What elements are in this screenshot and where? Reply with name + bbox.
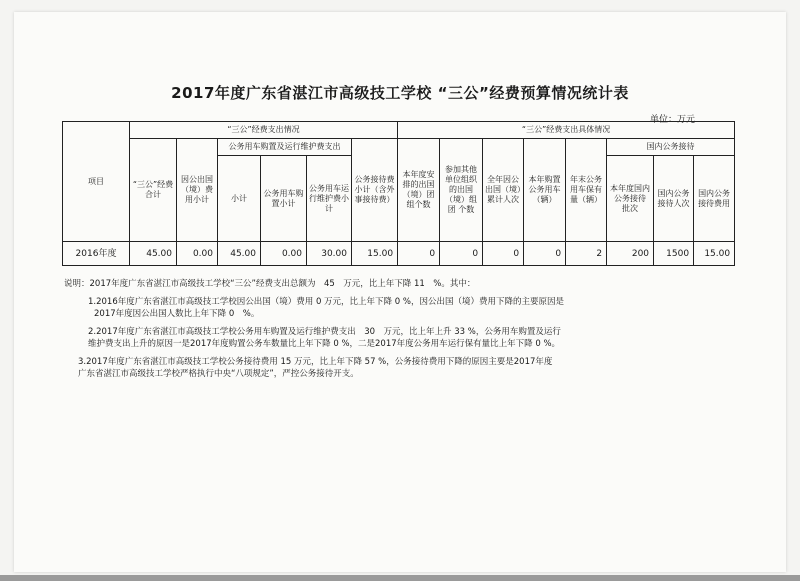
note-item-1-line-2: 2017年度因公出国人数比上年下降 0 %。 bbox=[94, 309, 260, 319]
cell-vehicle-purchase: 0.00 bbox=[261, 242, 307, 266]
header-item: 项目 bbox=[63, 122, 130, 242]
cell-abroad-groups: 0 bbox=[398, 242, 440, 266]
header-cars-bought: 本年购置公务用车（辆） bbox=[524, 139, 566, 242]
note-item-1-line-1: 1.2016年度广东省湛江市高级技工学校因公出国（境）费用 0 万元，比上年下降 0 %，因公出国（境）费用下降的主要原因是 bbox=[88, 297, 564, 307]
cell-other-groups: 0 bbox=[440, 242, 483, 266]
cell-domestic-cost: 15.00 bbox=[694, 242, 735, 266]
header-total: “三公”经费合计 bbox=[130, 139, 177, 242]
note-item-3-line-1: 3.2017年度广东省湛江市高级技工学校公务接待费用 15 万元，比上年下降 57 %，公务接待费用下降的原因主要是2017年度 bbox=[78, 357, 553, 367]
header-abroad: 因公出国（境）费用小计 bbox=[177, 139, 218, 242]
note-item-3-line-2: 广东省湛江市高级技工学校严格执行中央“八项规定”，严控公务接待开支。 bbox=[78, 369, 359, 379]
budget-table bbox=[62, 121, 735, 266]
document-title: 2017年度广东省湛江市高级技工学校 “三公”经费预算情况统计表 bbox=[171, 84, 629, 102]
cell-total: 45.00 bbox=[130, 242, 177, 266]
scan-edge bbox=[0, 575, 800, 581]
header-group-sangong: “三公”经费支出情况 bbox=[130, 122, 398, 139]
notes-intro: 说明：2017年度广东省湛江市高级技工学校“三公”经费支出总额为 45 万元，比上年下降 11 %。其中： bbox=[64, 279, 476, 289]
header-vehicle-running: 公务用车运行维护费小计 bbox=[307, 156, 352, 242]
header-domestic-cost: 国内公务接待费用 bbox=[694, 156, 735, 242]
cell-domestic-people: 1500 bbox=[654, 242, 694, 266]
header-domestic-group: 国内公务接待 bbox=[607, 139, 735, 156]
row-label: 2016年度 bbox=[63, 242, 130, 266]
header-vehicle-subtotal: 小计 bbox=[218, 156, 261, 242]
note-item-2-line-2: 维护费支出上升的原因一是2017年度购置公务车数量比上年下降 0 %，二是2017年度公务用车运行保有量比上年下降 0 %。 bbox=[88, 339, 561, 349]
header-reception: 公务接待费小计（含外事接待费） bbox=[352, 139, 398, 242]
cell-reception: 15.00 bbox=[352, 242, 398, 266]
cell-cars-year-end: 2 bbox=[566, 242, 607, 266]
header-other-groups: 参加其他单位组织的出国（境）组团 个数 bbox=[440, 139, 483, 242]
cell-abroad: 0.00 bbox=[177, 242, 218, 266]
cell-vehicle-subtotal: 45.00 bbox=[218, 242, 261, 266]
note-item-3 bbox=[64, 356, 744, 380]
note-item-2 bbox=[64, 326, 744, 350]
unit-label: 单位：万元 bbox=[650, 115, 696, 125]
header-abroad-groups: 本年度安排的出国（境）团组个数 bbox=[398, 139, 440, 242]
header-group-detail: “三公”经费支出具体情况 bbox=[398, 122, 735, 139]
note-item-1 bbox=[64, 296, 744, 320]
notes-section bbox=[64, 278, 744, 386]
header-cars-year-end: 年末公务用车保有量（辆） bbox=[566, 139, 607, 242]
cell-domestic-batches: 200 bbox=[607, 242, 654, 266]
header-domestic-batches: 本年度国内公务接待 批次 bbox=[607, 156, 654, 242]
cell-cars-bought: 0 bbox=[524, 242, 566, 266]
header-vehicle-purchase: 公务用车购置小计 bbox=[261, 156, 307, 242]
header-domestic-people: 国内公务接待人次 bbox=[654, 156, 694, 242]
cell-vehicle-running: 30.00 bbox=[307, 242, 352, 266]
header-vehicle-group: 公务用车购置及运行维护费支出 bbox=[218, 139, 352, 156]
note-item-2-line-1: 2.2017年度广东省湛江市高级技工学校公务用车购置及运行维护费支出 30 万元，比上年上升 33 %，公务用车购置及运行 bbox=[88, 327, 561, 337]
cell-abroad-people: 0 bbox=[483, 242, 524, 266]
header-abroad-people: 全年因公出国（境）累计人次 bbox=[483, 139, 524, 242]
table-row bbox=[63, 242, 735, 266]
